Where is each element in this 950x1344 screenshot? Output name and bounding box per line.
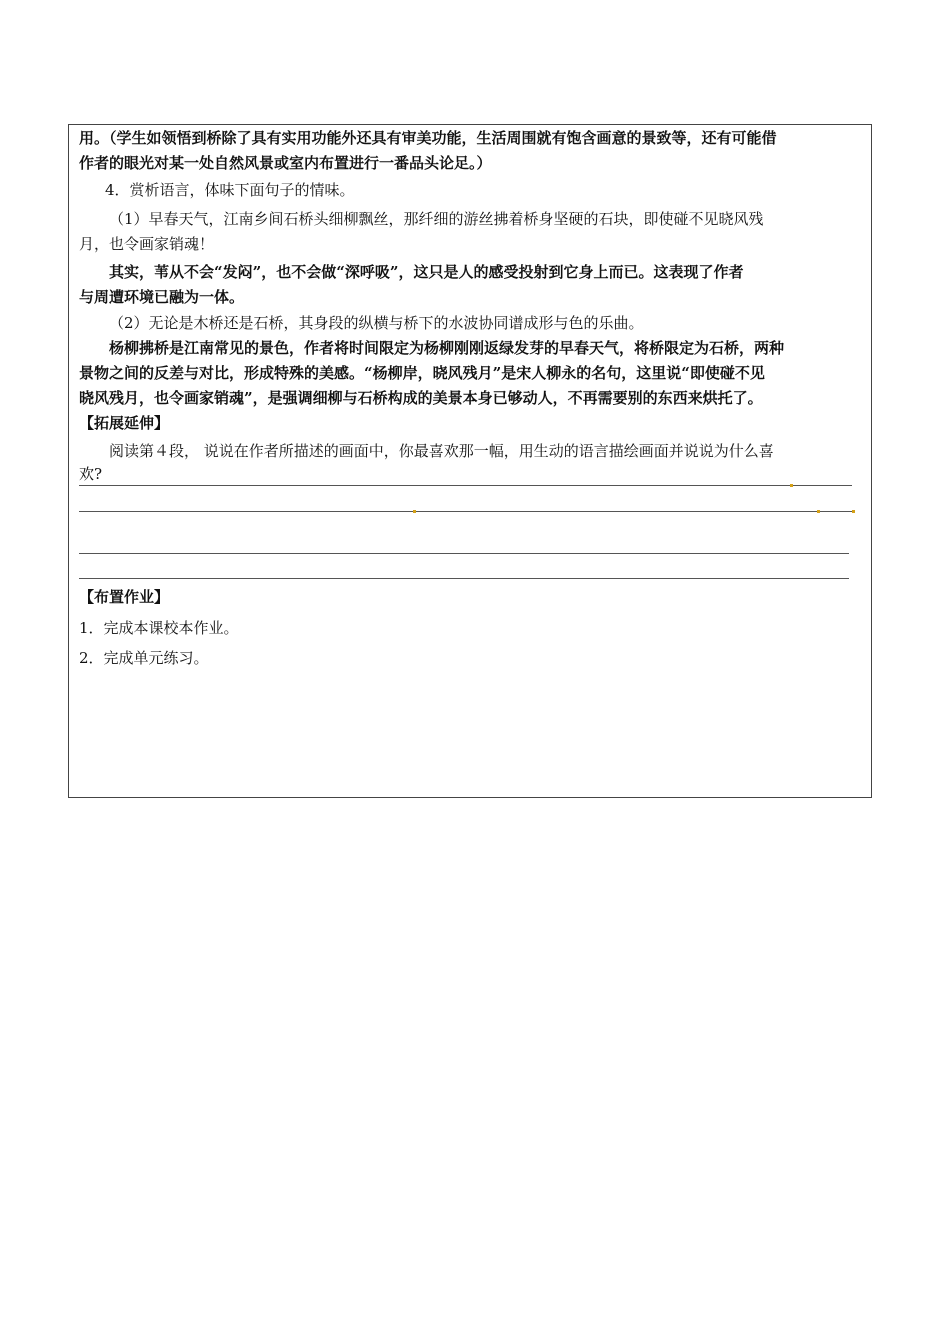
extension-heading: 【拓展延伸】 xyxy=(79,414,170,432)
question2-line: （2）无论是木桥还是石桥，其身段的纵横与桥下的水波协同谱成形与色的乐曲。 xyxy=(109,314,644,332)
answer-line-3[interactable] xyxy=(79,512,849,554)
item4-title: 4．赏析语言，体味下面句子的情味。 xyxy=(105,181,355,199)
answer1-line-2: 与周遭环境已融为一体。 xyxy=(79,288,245,306)
worksheet-content xyxy=(79,125,865,670)
answer2-line-3: 晓风残月，也令画家销魂”，是强调细柳与石桥构成的美景本身已够动人，不再需要别的东西来烘托了。 xyxy=(79,389,763,407)
question1-line-2: 月，也令画家销魂！ xyxy=(79,235,215,253)
extension-prompt-line-1: 阅读第４段， 说说在作者所描述的画面中，你最喜欢那一幅，用生动的语言描绘画面并说说为什么喜 xyxy=(109,442,774,460)
extension-prompt-line-2: 欢? xyxy=(79,465,103,483)
answer-line-2[interactable] xyxy=(79,486,852,512)
answer-line-4[interactable] xyxy=(79,554,849,579)
homework-heading: 【布置作业】 xyxy=(79,588,170,606)
answer2-line-2: 景物之间的反差与对比，形成特殊的美感。“杨柳岸，晓风残月”是宋人柳永的名句，这里说“即使碰不见 xyxy=(79,364,765,382)
answer1-line-1: 其实，苇从不会“发闷”，也不会做“深呼吸”，这只是人的感受投射到它身上而已。这表现了作者 xyxy=(109,263,744,281)
intro-line-1: 用。（学生如领悟到桥除了具有实用功能外还具有审美功能，生活周围就有饱含画意的景致等，还有可能借 xyxy=(79,129,777,147)
intro-line-2: 作者的眼光对某一处自然风景或室内布置进行一番品头论足。） xyxy=(79,154,492,172)
homework-item-1: 1．完成本课校本作业。 xyxy=(79,619,239,637)
worksheet-frame xyxy=(68,124,872,798)
homework-item-2: 2．完成单元练习。 xyxy=(79,649,209,667)
question1-line-1: （1）早春天气，江南乡间石桥头细柳飘丝，那纤细的游丝拂着桥身坚硬的石块，即使碰不见晓风残 xyxy=(109,210,764,228)
marker-dot xyxy=(852,510,855,513)
answer2-line-1: 杨柳拂桥是江南常见的景色，作者将时间限定为杨柳刚刚返绿发芽的早春天气，将桥限定为石桥，两种 xyxy=(109,339,785,357)
